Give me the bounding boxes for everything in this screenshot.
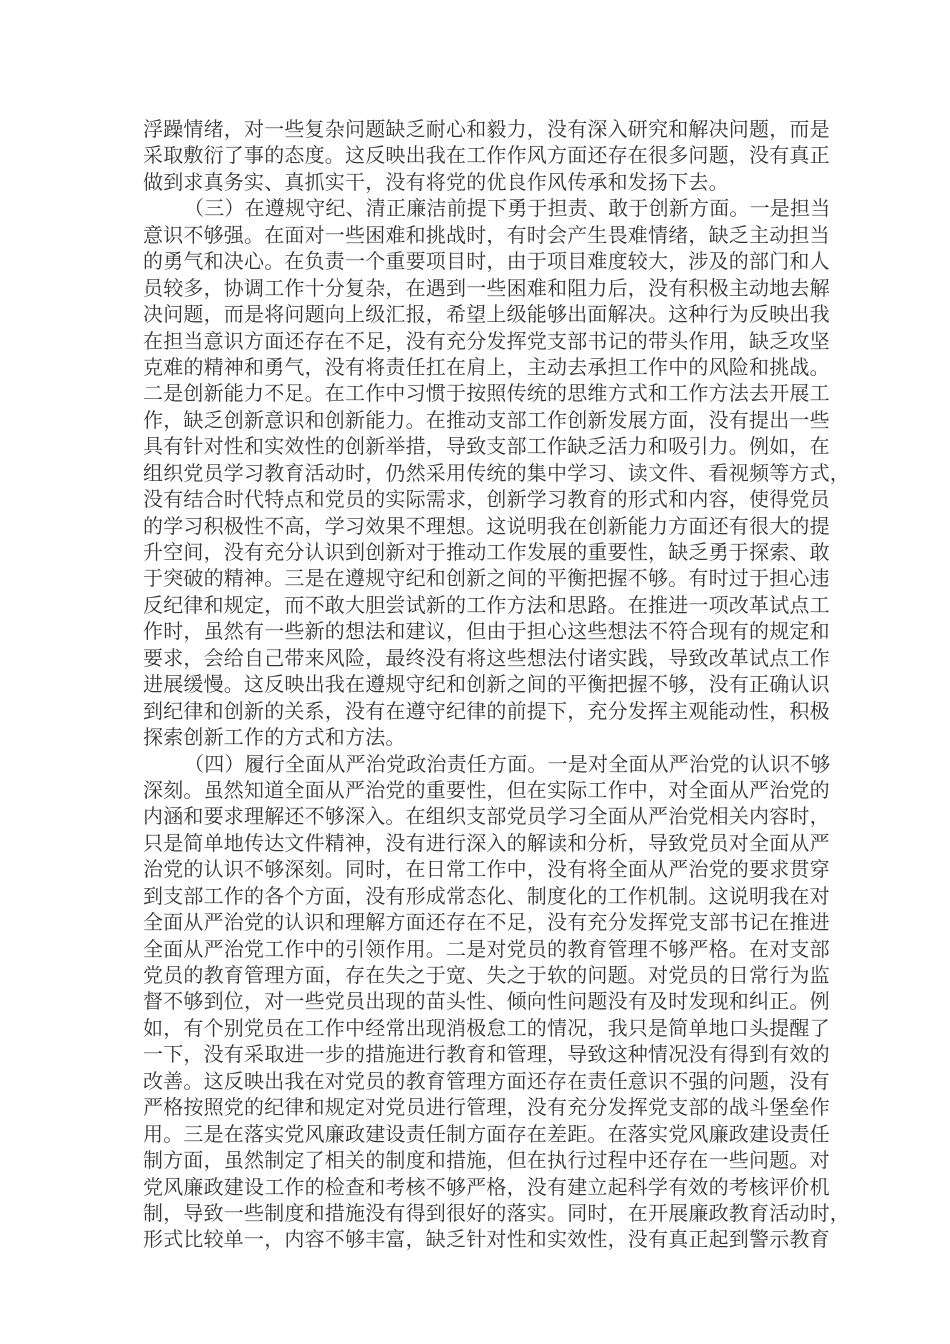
text-line: 决问题，而是将问题向上级汇报，希望上级能够出面解决。这种行为反映出我 [143, 302, 830, 327]
text-line: 没有结合时代特点和党员的实际需求，创新学习教育的形式和内容，使得党员 [143, 487, 830, 512]
text-line: 具有针对性和实效性的创新举措，导致支部工作缺乏活力和吸引力。例如，在 [143, 434, 830, 459]
text-line: 员较多，协调工作十分复杂，在遇到一些困难和阻力后，没有积极主动地去解 [143, 275, 830, 300]
text-line: 如，有个别党员在工作中经常出现消极怠工的情况，我只是简单地口头提醒了 [143, 1015, 830, 1040]
text-line: 全面从严治党工作中的引领作用。二是对党员的教育管理不够严格。在对支部 [143, 936, 830, 961]
text-line: 严格按照党的纪律和规定对党员进行管理，没有充分发挥党支部的战斗堡垒作 [143, 1095, 830, 1120]
text-line: 组织党员学习教育活动时，仍然采用传统的集中学习、读文件、看视频等方式， [143, 460, 850, 485]
text-line: 到支部工作的各个方面，没有形成常态化、制度化的工作机制。这说明我在对 [143, 883, 830, 908]
text-line: 意识不够强。在面对一些困难和挑战时，有时会产生畏难情绪，缺乏主动担当 [143, 222, 830, 247]
text-line: 进展缓慢。这反映出我在遵规守纪和创新之间的平衡把握不够，没有正确认识 [143, 672, 830, 697]
text-line: 用。三是在落实党风廉政建设责任制方面存在差距。在落实党风廉政建设责任 [143, 1121, 830, 1146]
text-line: 的勇气和决心。在负责一个重要项目时，由于项目难度较大，涉及的部门和人 [143, 249, 830, 274]
paragraph-heading-line: （三）在遵规守纪、清正廉洁前提下勇于担责、敢于创新方面。一是担当 [184, 196, 831, 221]
text-line: 到纪律和创新的关系，没有在遵守纪律的前提下，充分发挥主观能动性，积极 [143, 698, 830, 723]
text-line: 制方面，虽然制定了相关的制度和措施，但在执行过程中还存在一些问题。对 [143, 1148, 830, 1173]
text-line: 内涵和要求理解还不够深入。在组织支部党员学习全面从严治党相关内容时， [143, 804, 830, 829]
text-line: 治党的认识不够深刻。同时，在日常工作中，没有将全面从严治党的要求贯穿 [143, 857, 830, 882]
text-line: 党风廉政建设工作的检查和考核不够严格，没有建立起科学有效的考核评价机 [143, 1174, 830, 1199]
text-line: 在担当意识方面还存在不足，没有充分发挥党支部书记的带头作用，缺乏攻坚 [143, 328, 830, 353]
text-line: 党员的教育管理方面，存在失之于宽、失之于软的问题。对党员的日常行为监 [143, 963, 830, 987]
text-line: 做到求真务实、真抓实干，没有将党的优良作风传承和发扬下去。 [143, 169, 729, 194]
text-line: 制，导致一些制度和措施没有得到很好的落实。同时，在开展廉政教育活动时， [143, 1200, 850, 1225]
text-line: 作，缺乏创新意识和创新能力。在推动支部工作创新发展方面，没有提出一些 [143, 407, 830, 432]
text-line: 的学习积极性不高，学习效果不理想。这说明我在创新能力方面还有很大的提 [143, 513, 830, 538]
text-line: 二是创新能力不足。在工作中习惯于按照传统的思维方式和工作方法去开展工 [143, 381, 830, 406]
body-text [143, 116, 850, 1253]
text-line: 浮躁情绪，对一些复杂问题缺乏耐心和毅力，没有深入研究和解决问题，而是 [143, 117, 830, 141]
text-line: 一下，没有采取进一步的措施进行教育和管理，导致这种情况没有得到有效的 [143, 1042, 830, 1067]
text-line: 深刻。虽然知道全面从严治党的重要性，但在实际工作中，对全面从严治党的 [143, 777, 830, 802]
text-line: 形式比较单一，内容不够丰富，缺乏针对性和实效性，没有真正起到警示教育 [143, 1227, 830, 1252]
text-line: 督不够到位，对一些党员出现的苗头性、倾向性问题没有及时发现和纠正。例 [143, 989, 830, 1014]
text-line: 改善。这反映出我在对党员的教育管理方面还存在责任意识不强的问题，没有 [143, 1068, 830, 1093]
text-line: 只是简单地传达文件精神，没有进行深入的解读和分析，导致党员对全面从严 [143, 830, 830, 855]
text-line: 作时，虽然有一些新的想法和建议，但由于担心这些想法不符合现有的规定和 [143, 619, 830, 644]
text-line: 要求，会给自己带来风险，最终没有将这些想法付诸实践，导致改革试点工作 [143, 645, 830, 670]
text-line: 克难的精神和勇气，没有将责任扛在肩上，主动去承担工作中的风险和挑战。 [143, 354, 830, 379]
text-line: 探索创新工作的方式和方法。 [143, 725, 406, 750]
text-line: 全面从严治党的认识和理解方面还存在不足，没有充分发挥党支部书记在推进 [143, 910, 830, 935]
text-line: 升空间，没有充分认识到创新对于推动工作发展的重要性，缺乏勇于探索、敢 [143, 540, 830, 564]
text-line: 反纪律和规定，而不敢大胆尝试新的工作方法和思路。在推进一项改革试点工 [143, 592, 830, 617]
paragraph-heading-line: （四）履行全面从严治党政治责任方面。一是对全面从严治党的认识不够 [184, 751, 831, 776]
text-line: 采取敷衍了事的态度。这反映出我在工作作风方面还存在很多问题，没有真正 [143, 143, 830, 168]
text-line: 于突破的精神。三是在遵规守纪和创新之间的平衡把握不够。有时过于担心违 [143, 566, 830, 591]
